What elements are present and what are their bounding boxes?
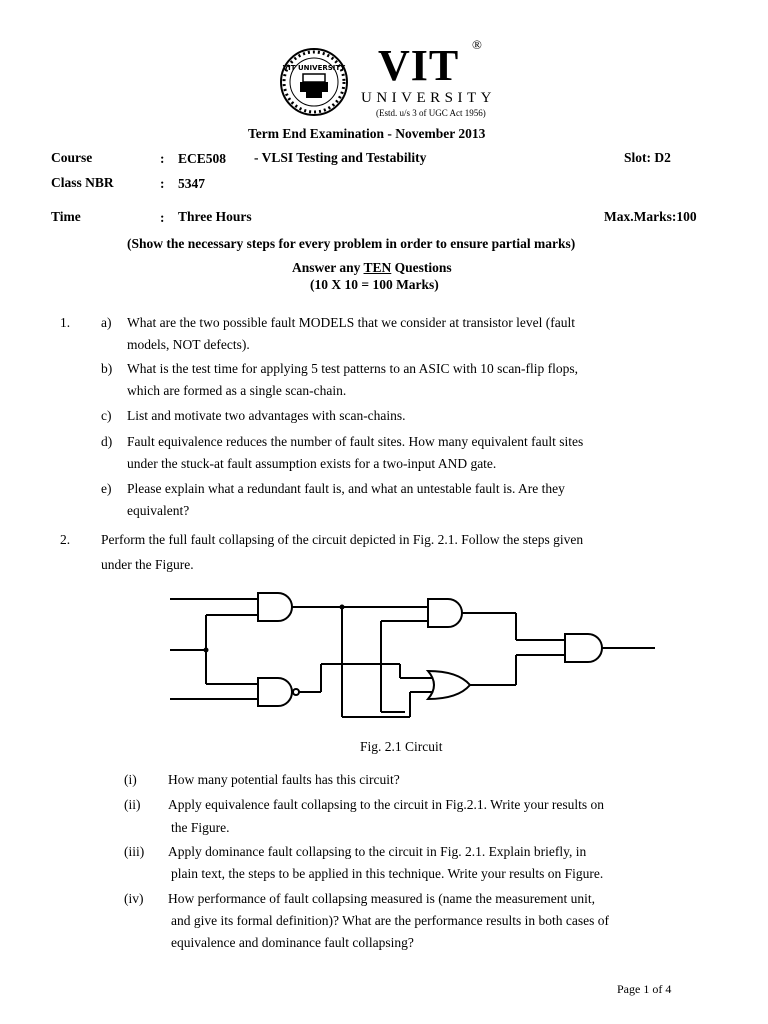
part-text: What are the two possible fault MODELS that we consider at transistor level (fault [127, 315, 575, 330]
svg-text:VIT UNIVERSITY: VIT UNIVERSITY [282, 64, 346, 72]
subpart-text: How many potential faults has this circuit? [168, 772, 400, 787]
course-code: ECE508 [178, 151, 227, 166]
junction-dot [340, 605, 345, 610]
subpart-label: (i) [124, 772, 137, 787]
part-text: List and motivate two advantages with scan-chains. [127, 408, 406, 423]
part-text: equivalent? [127, 503, 190, 518]
nand-bubble [293, 689, 299, 695]
subpart-text: the Figure. [171, 820, 230, 835]
subpart-text: plain text, the steps to be applied in this technique. Write your results on Figure. [171, 866, 604, 881]
nand-gate-2 [258, 678, 292, 706]
registered-mark: ® [472, 37, 482, 52]
circuit-diagram [160, 582, 660, 718]
part-text: under the stuck-at fault assumption exists for a two-input AND gate. [127, 456, 497, 471]
steps-note: (Show the necessary steps for every problem in order to ensure partial marks) [127, 236, 576, 251]
part-text: models, NOT defects). [127, 337, 250, 352]
course-label: Course [51, 150, 93, 165]
subpart-text: Apply dominance fault collapsing to the circuit in Fig. 2.1. Explain briefly, in [168, 844, 587, 859]
marks-breakdown: (10 X 10 = 100 Marks) [310, 277, 439, 292]
question-number: 1. [60, 315, 71, 330]
question-number: 2. [60, 532, 71, 547]
part-label: a) [101, 315, 112, 330]
logo-university-text: UNIVERSITY [361, 90, 496, 106]
classnbr-value: 5347 [178, 176, 205, 191]
exam-title: Term End Examination - November 2013 [248, 126, 486, 141]
and-gate-5 [565, 634, 602, 662]
time-colon: : [160, 210, 165, 225]
subpart-text: equivalence and dominance fault collapsing? [171, 935, 414, 950]
subpart-text: How performance of fault collapsing measured is (name the measurement unit, [168, 891, 595, 906]
slot: Slot: D2 [624, 150, 671, 165]
figure-caption: Fig. 2.1 Circuit [360, 739, 443, 754]
question-text: Perform the full fault collapsing of the circuit depicted in Fig. 2.1. Follow the steps given [101, 532, 584, 547]
subpart-label: (iii) [124, 844, 145, 859]
part-label: e) [101, 481, 112, 496]
time-value: Three Hours [178, 209, 252, 224]
subpart-label: (iv) [124, 891, 144, 906]
classnbr-label: Class NBR [51, 175, 114, 190]
answer-instruction: Answer any TEN Questions [292, 260, 452, 275]
university-seal-icon [270, 46, 358, 118]
question-text: under the Figure. [101, 557, 194, 572]
or-gate-4 [428, 671, 470, 699]
time-label: Time [51, 209, 81, 224]
part-label: d) [101, 434, 113, 449]
part-text: Fault equivalence reduces the number of fault sites. How many equivalent fault sites [127, 434, 584, 449]
logo-estd-text: (Estd. u/s 3 of UGC Act 1956) [376, 108, 486, 118]
part-label: b) [101, 361, 113, 376]
subpart-label: (ii) [124, 797, 141, 812]
part-text: What is the test time for applying 5 test patterns to an ASIC with 10 scan-flip flops, [127, 361, 579, 376]
logo-vit-text: VIT [378, 41, 460, 90]
classnbr-colon: : [160, 176, 165, 191]
course-name: - VLSI Testing and Testability [254, 150, 427, 165]
max-marks: Max.Marks:100 [604, 209, 697, 224]
subpart-text: and give its formal definition)? What are the performance results in both cases of [171, 913, 609, 928]
and-gate-3 [428, 599, 462, 627]
course-colon: : [160, 151, 165, 166]
page-number: Page 1 of 4 [617, 982, 672, 996]
junction-dot [204, 648, 209, 653]
and-gate-1 [258, 593, 292, 621]
part-text: which are formed as a single scan-chain. [127, 383, 347, 398]
subpart-text: Apply equivalence fault collapsing to the circuit in Fig.2.1. Write your results on [168, 797, 604, 812]
part-label: c) [101, 408, 112, 423]
part-text: Please explain what a redundant fault is, and what an untestable fault is. Are they [127, 481, 565, 496]
